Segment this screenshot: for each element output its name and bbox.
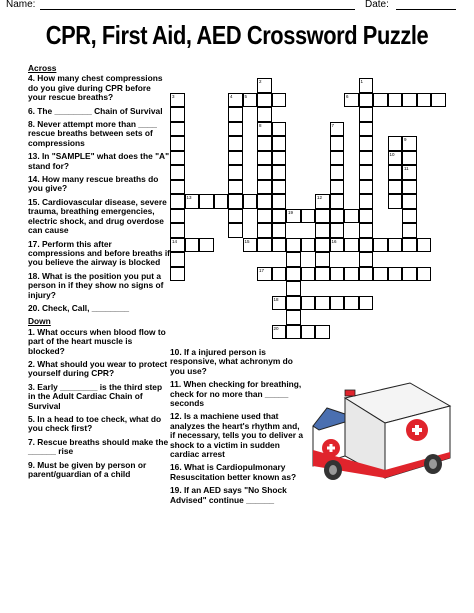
grid-cell[interactable] [431,93,446,108]
grid-cell[interactable] [228,194,243,209]
grid-cell[interactable] [330,165,345,180]
clue-down-9: 9. Must be given by person or parent/guardian of a child [28,459,147,480]
grid-cell[interactable] [359,296,374,311]
grid-cell[interactable] [272,325,287,340]
grid-cell[interactable] [228,107,243,122]
grid-cell[interactable] [388,93,403,108]
grid-cell[interactable] [272,223,287,238]
grid-cell[interactable] [286,267,301,282]
grid-cell[interactable] [330,223,345,238]
grid-cell[interactable] [388,180,403,195]
grid-cell[interactable] [272,165,287,180]
grid-number: 15 [244,238,250,244]
grid-cell[interactable] [199,238,214,253]
clue-down-12: 12. Is a machiene used that analyzes the heart's rhythm and, if necessary, tells you to deliver a shock to a victim in sudden cardiac arrest [170,411,303,460]
grid-cell[interactable] [315,209,330,224]
grid-cell[interactable] [315,238,330,253]
grid-cell[interactable] [228,136,243,151]
grid-cell[interactable] [388,194,403,209]
grid-cell[interactable] [301,238,316,253]
grid-cell[interactable] [315,223,330,238]
grid-cell[interactable] [359,238,374,253]
grid-number: 4 [230,93,233,99]
clue-down-19: 19. If an AED says "No Shock Advised" continue ______ [170,485,287,505]
grid-cell[interactable] [272,238,287,253]
grid-cell[interactable] [272,194,287,209]
grid-cell[interactable] [301,296,316,311]
grid-cell[interactable] [257,223,272,238]
grid-cell[interactable] [344,209,359,224]
header [0,0,474,14]
clue-column-right [170,348,306,509]
grid-number: 1 [360,79,364,84]
grid-cell[interactable] [417,238,432,253]
clue-down-3: 3. Early ________ is the third step in the Adult Cardiac Chain of Survival [28,381,163,411]
grid-cell[interactable] [170,93,185,108]
grid-cell[interactable] [330,151,345,166]
grid-cell[interactable] [286,296,301,311]
grid-cell[interactable] [330,296,345,311]
grid-cell[interactable] [388,165,403,180]
grid-number: 9 [404,137,407,142]
grid-cell[interactable] [330,267,345,282]
grid-cell[interactable] [243,194,258,209]
clue-across-13: 13. In "SAMPLE" what does the "A" stand for? [28,151,170,171]
grid-cell[interactable] [344,93,359,108]
grid-cell[interactable] [257,238,272,253]
grid-cell[interactable] [402,267,417,282]
grid-cell[interactable] [272,122,287,137]
grid-cell[interactable] [344,296,359,311]
grid-cell[interactable] [359,252,374,267]
grid-cell[interactable] [359,93,374,108]
clue-across-20: 20. Check, Call, ________ [28,302,130,313]
grid-number: 12 [317,195,323,200]
grid-cell[interactable] [170,194,185,209]
grid-cell[interactable] [388,238,403,253]
grid-number: 6 [346,93,349,99]
name-line [40,9,355,10]
grid-cell[interactable] [228,209,243,224]
grid-cell[interactable] [373,93,388,108]
clue-down-2: 2. What should you wear to protect yourself during CPR? [28,358,168,379]
grid-cell[interactable] [330,194,345,209]
grid-cell[interactable] [344,267,359,282]
grid-cell[interactable] [257,267,272,282]
grid-number: 18 [273,296,279,302]
grid-number: 2 [259,79,262,84]
grid-cell[interactable] [388,267,403,282]
grid-cell[interactable] [228,223,243,238]
grid-cell[interactable] [257,136,272,151]
grid-cell[interactable] [243,238,258,253]
grid-cell[interactable] [170,209,185,224]
grid-cell[interactable] [359,107,374,122]
clue-across-18: 18. What is the position you put a person in if they show no signs of injury? [28,270,164,300]
grid-cell[interactable] [402,180,417,195]
grid-cell[interactable] [315,194,330,209]
grid-cell[interactable] [199,194,214,209]
grid-number: 20 [273,325,279,331]
grid-cell[interactable] [301,325,316,340]
clue-across-15: 15. Cardiovascular disease, severe trauma, breathing emergencies, electric shock, and drug overdose can cause [28,196,167,236]
grid-cell[interactable] [272,267,287,282]
grid-cell[interactable] [228,165,243,180]
grid-cell[interactable] [257,180,272,195]
across-heading: Across [28,63,57,73]
grid-cell[interactable] [272,93,287,108]
grid-cell[interactable] [170,122,185,137]
grid-cell[interactable] [402,238,417,253]
name-label: Name: [6,0,36,10]
grid-cell[interactable] [257,151,272,166]
grid-cell[interactable] [402,93,417,108]
grid-cell[interactable] [257,93,272,108]
grid-number: 17 [259,267,265,273]
grid-cell[interactable] [315,252,330,267]
grid-cell[interactable] [359,180,374,195]
clue-down-5: 5. In a head to toe check, what do you check first? [28,414,162,434]
grid-cell[interactable] [257,209,272,224]
grid-cell[interactable] [330,122,345,137]
grid-cell[interactable] [359,151,374,166]
grid-cell[interactable] [257,194,272,209]
clue-down-7: 7. Rescue breaths should make the ______ rise [28,436,169,457]
grid-number: 10 [389,151,395,157]
down-heading: Down [28,316,51,327]
grid-cell[interactable] [315,267,330,282]
grid-cell[interactable] [257,165,272,180]
grid-cell[interactable] [417,93,432,108]
clue-across-17: 17. Perform this after compressions and before breaths if you believe the airway is blocked [28,238,170,268]
grid-cell[interactable] [228,180,243,195]
grid-cell[interactable] [243,93,258,108]
grid-cell[interactable] [257,107,272,122]
grid-cell[interactable] [359,78,374,93]
page-title: CPR, First Aid, AED Crossword Puzzle [45,20,429,50]
grid-number: 13 [186,195,192,200]
grid-cell[interactable] [170,136,185,151]
grid-cell[interactable] [257,122,272,137]
grid-cell[interactable] [402,209,417,224]
clue-across-14: 14. How many rescue breaths do you give? [28,174,159,194]
grid-cell[interactable] [402,136,417,151]
grid-cell[interactable] [402,194,417,209]
grid-cell[interactable] [170,238,185,253]
grid-cell[interactable] [170,107,185,122]
grid-cell[interactable] [330,180,345,195]
clue-down-1: 1. What occurs when blood flow to part of the heart muscle is blocked? [28,326,166,356]
grid-cell[interactable] [286,310,301,325]
grid-cell[interactable] [272,209,287,224]
grid-cell[interactable] [214,194,229,209]
grid-cell[interactable] [170,151,185,166]
grid-cell[interactable] [315,296,330,311]
grid-number: 7 [331,122,335,128]
grid-cell[interactable] [344,238,359,253]
date-label: Date: [365,0,389,10]
clue-across-6: 6. The ________ Chain of Survival [28,105,163,116]
grid-cell[interactable] [286,209,301,224]
grid-cell[interactable] [272,136,287,151]
grid-number: 11 [404,166,409,171]
grid-cell[interactable] [286,238,301,253]
grid-cell[interactable] [228,151,243,166]
grid-cell[interactable] [330,136,345,151]
clue-down-10: 10. If a injured person is responsive, what achronym do you use? [170,347,293,376]
grid-cell[interactable] [257,78,272,93]
grid-cell[interactable] [228,122,243,137]
grid-cell[interactable] [359,267,374,282]
grid-cell[interactable] [359,136,374,151]
grid-number: 5 [244,93,248,99]
grid-cell[interactable] [272,296,287,311]
grid-cell[interactable] [373,267,388,282]
grid-cell[interactable] [388,136,403,151]
grid-cell[interactable] [301,209,316,224]
grid-number: 14 [172,238,178,244]
grid-cell[interactable] [402,165,417,180]
grid-cell[interactable] [417,267,432,282]
grid-number: 3 [172,93,175,99]
grid-cell[interactable] [359,209,374,224]
grid-cell[interactable] [359,165,374,180]
grid-cell[interactable] [359,223,374,238]
grid-cell[interactable] [170,165,185,180]
ambulance-icon [305,378,455,498]
grid-cell[interactable] [170,252,185,267]
grid-cell[interactable] [185,194,200,209]
grid-cell[interactable] [402,223,417,238]
grid-cell[interactable] [301,267,316,282]
date-line [396,9,456,10]
grid-cell[interactable] [402,151,417,166]
grid-cell[interactable] [359,194,374,209]
grid-cell[interactable] [170,267,185,282]
grid-cell[interactable] [185,238,200,253]
grid-cell[interactable] [315,325,330,340]
grid-cell[interactable] [228,93,243,108]
grid-cell[interactable] [286,281,301,296]
grid-cell[interactable] [373,238,388,253]
clue-down-16: 16. What is Cardiopulmonary Resuscitation better known as? [170,462,297,482]
grid-cell[interactable] [170,223,185,238]
grid-cell[interactable] [388,151,403,166]
grid-cell[interactable] [359,122,374,137]
grid-cell[interactable] [272,180,287,195]
grid-number: 19 [288,209,294,215]
clue-across-4: 4. How many chest compressions do you give during CPR before your rescue breaths? [28,73,163,103]
grid-cell[interactable] [286,325,301,340]
grid-number: 16 [331,238,337,244]
grid-cell[interactable] [330,209,345,224]
grid-cell[interactable] [286,252,301,267]
clue-across-8: 8. Never attempt more than ____ rescue breaths between sets of compressions [28,119,157,148]
clue-column-left [28,64,170,483]
grid-number: 8 [259,122,262,128]
grid-cell[interactable] [170,180,185,195]
grid-cell[interactable] [330,238,345,253]
grid-cell[interactable] [272,151,287,166]
clue-down-11: 11. When checking for breathing, check for no more than _____ seconds [170,379,302,409]
